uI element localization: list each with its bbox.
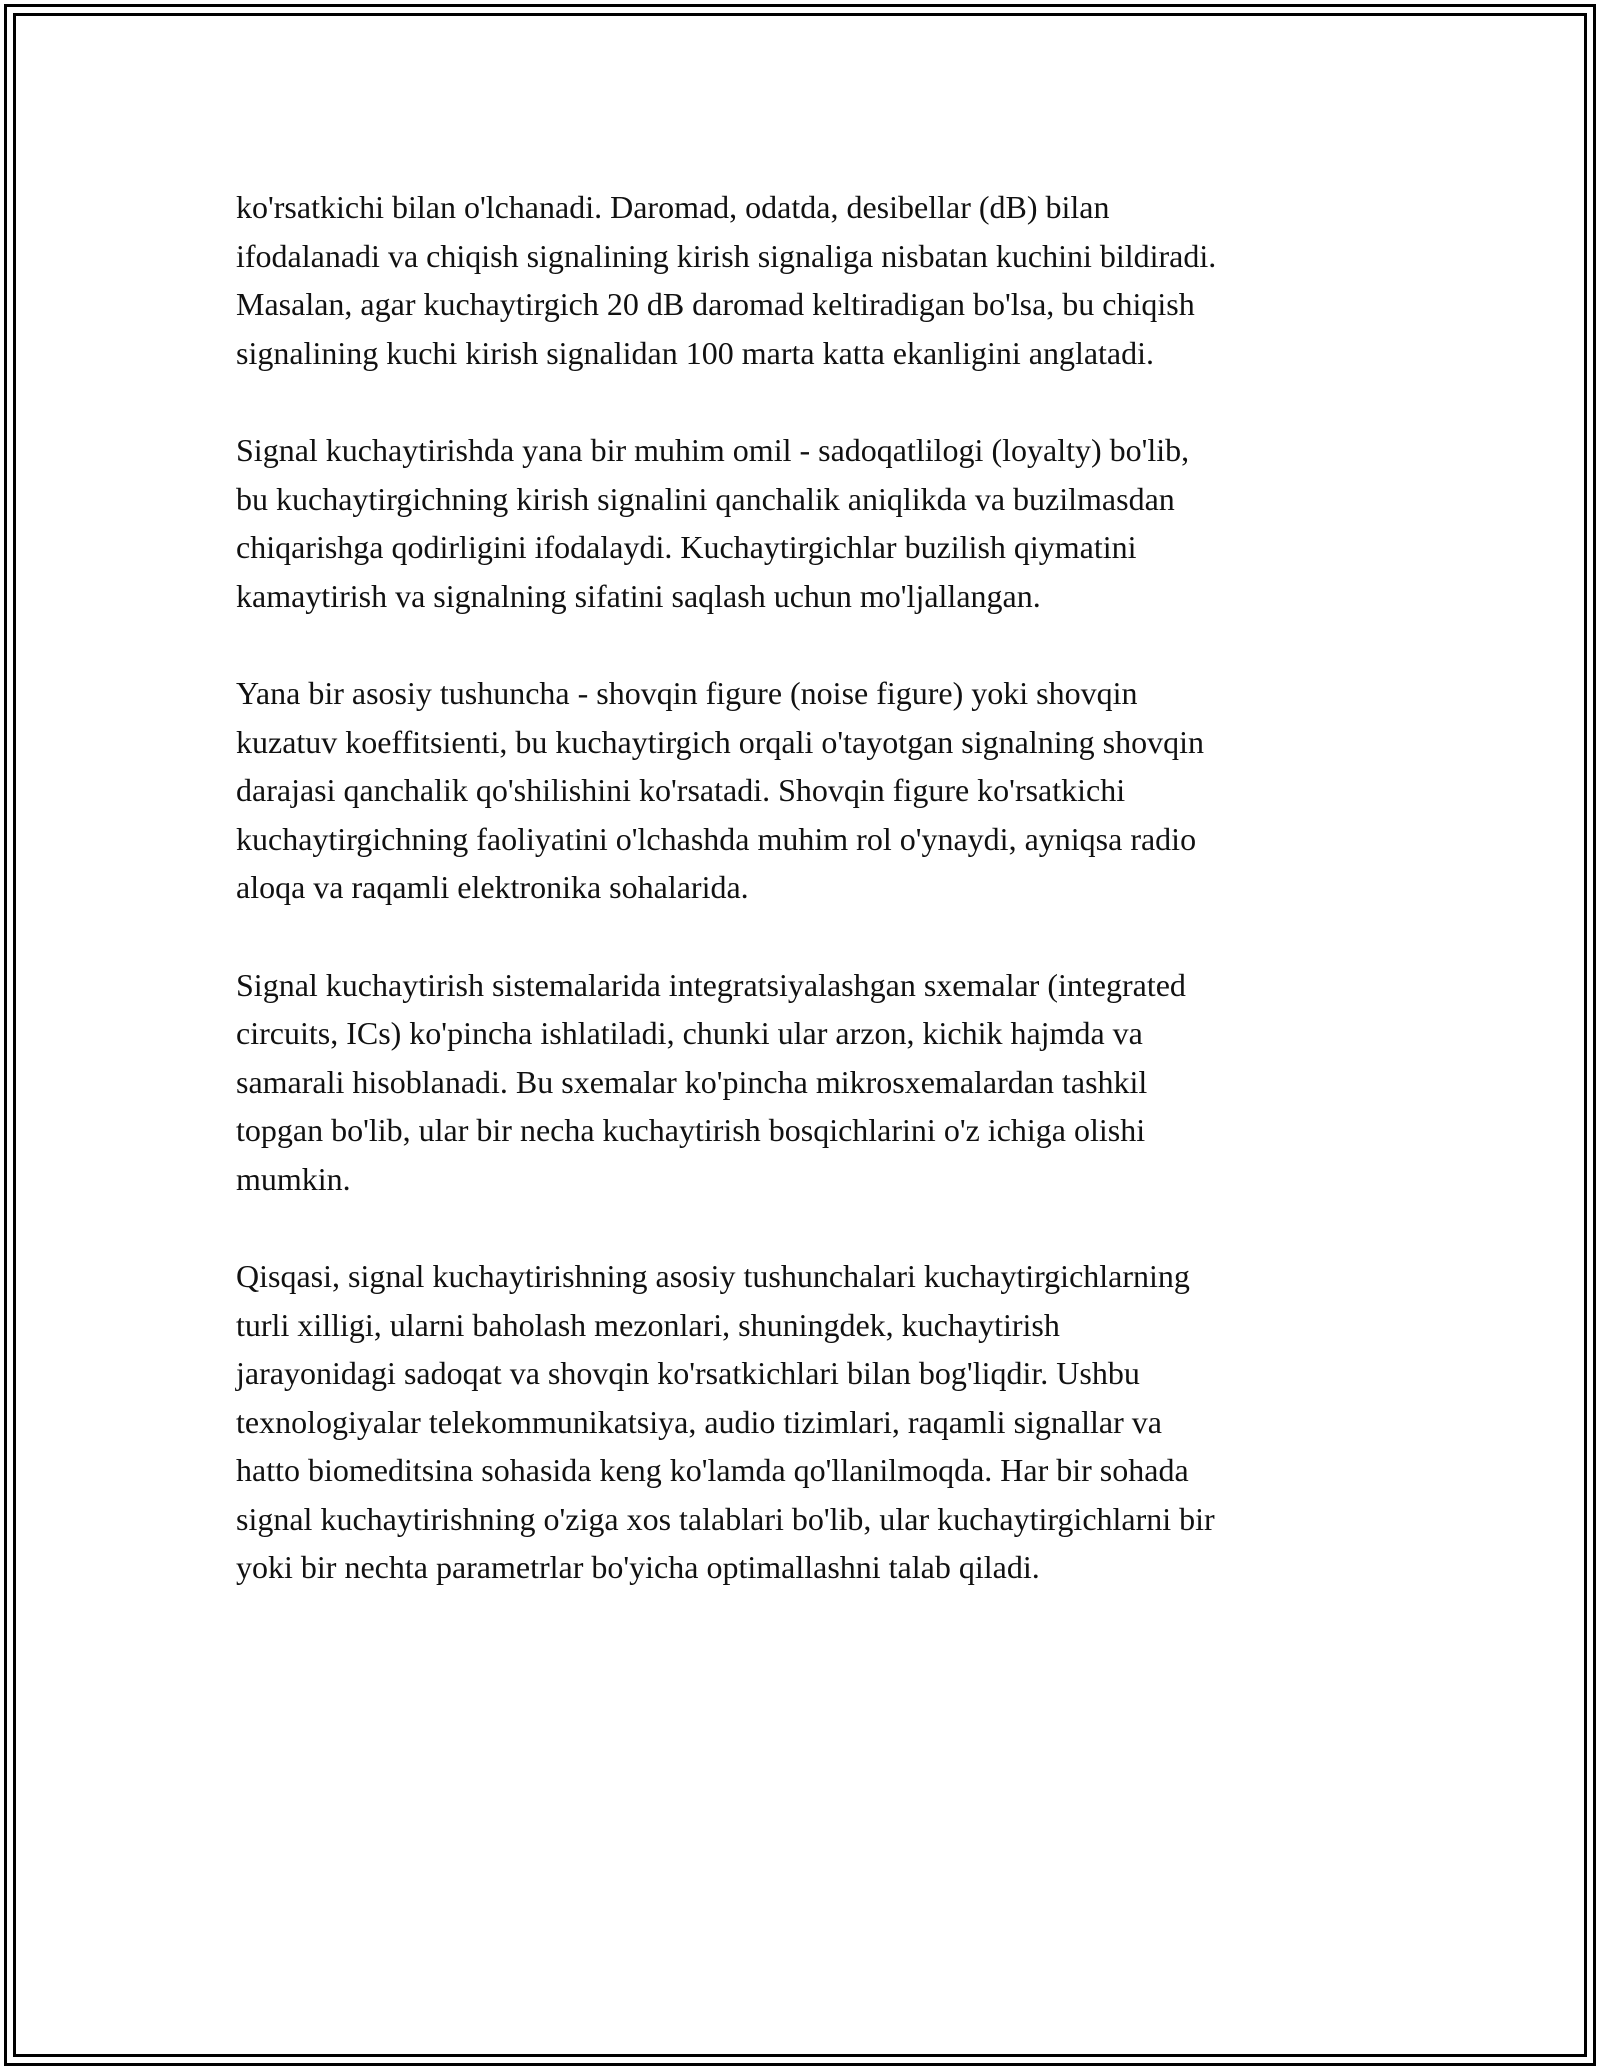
text-line: jarayonidagi sadoqat va shovqin ko'rsatkichlari bilan bog'liqdir. Ushbu: [236, 1355, 1140, 1391]
paragraph-fidelity: [236, 426, 1396, 620]
text-line: Masalan, agar kuchaytirgich 20 dB daromad keltiradigan bo'lsa, bu chiqish: [236, 286, 1195, 322]
text-line: ko'rsatkichi bilan o'lchanadi. Daromad, odatda, desibellar (dB) bilan: [236, 189, 1110, 225]
text-line: darajasi qanchalik qo'shilishini ko'rsatadi. Shovqin figure ko'rsatkichi: [236, 772, 1126, 808]
text-line: ifodalanadi va chiqish signalining kirish signaliga nisbatan kuchini bildiradi.: [236, 237, 1217, 274]
paragraph-gain: [236, 183, 1396, 377]
text-line: bu kuchaytirgichning kirish signalini qanchalik aniqlikda va buzilmasdan: [236, 480, 1175, 517]
text-line: turli xilligi, ularni baholash mezonlari, shuningdek, kuchaytirish: [236, 1306, 1060, 1343]
text-line: mumkin.: [236, 1160, 351, 1197]
text-line: yoki bir nechta parametrlar bo'yicha optimallashni talab qiladi.: [236, 1549, 1040, 1585]
document-body: [236, 183, 1396, 1641]
text-line: samarali hisoblanadi. Bu sxemalar ko'pincha mikrosxemalardan tashkil: [236, 1063, 1148, 1100]
text-line: Signal kuchaytirishda yana bir muhim omil - sadoqatlilogi (loyalty) bo'lib,: [236, 432, 1190, 468]
paragraph-noise-figure: [236, 669, 1396, 912]
text-line: chiqarishga qodirligini ifodalaydi. Kuchaytirgichlar buzilish qiymatini: [236, 529, 1137, 565]
text-line: Yana bir asosiy tushuncha - shovqin figure (noise figure) yoki shovqin: [236, 675, 1138, 711]
text-line: circuits, ICs) ko'pincha ishlatiladi, chunki ular arzon, kichik hajmda va: [236, 1015, 1143, 1051]
text-line: topgan bo'lib, ular bir necha kuchaytirish bosqichlarini o'z ichiga olishi: [236, 1112, 1146, 1148]
text-line: texnologiyalar telekommunikatsiya, audio tizimlari, raqamli signallar va: [236, 1403, 1162, 1440]
paragraph-integrated-circuits: [236, 961, 1396, 1204]
text-line: signal kuchaytirishning o'ziga xos talablari bo'lib, ular kuchaytirgichlarni bir: [236, 1500, 1215, 1537]
text-line: Signal kuchaytirish sistemalarida integratsiyalashgan sxemalar (integrated: [236, 966, 1186, 1003]
paragraph-summary: [236, 1252, 1396, 1592]
text-line: kamaytirish va signalning sifatini saqlash uchun mo'ljallangan.: [236, 577, 1041, 614]
text-line: hatto biomeditsina sohasida keng ko'lamda qo'llanilmoqda. Har bir sohada: [236, 1452, 1189, 1488]
text-line: signalining kuchi kirish signalidan 100 marta katta ekanligini anglatadi.: [236, 334, 1155, 371]
text-line: aloqa va raqamli elektronika sohalarida.: [236, 869, 749, 905]
text-line: Qisqasi, signal kuchaytirishning asosiy tushunchalari kuchaytirgichlarning: [236, 1258, 1190, 1294]
text-line: kuchaytirgichning faoliyatini o'lchashda muhim rol o'ynaydi, ayniqsa radio: [236, 820, 1197, 857]
text-line: kuzatuv koeffitsienti, bu kuchaytirgich orqali o'tayotgan signalning shovqin: [236, 723, 1204, 760]
